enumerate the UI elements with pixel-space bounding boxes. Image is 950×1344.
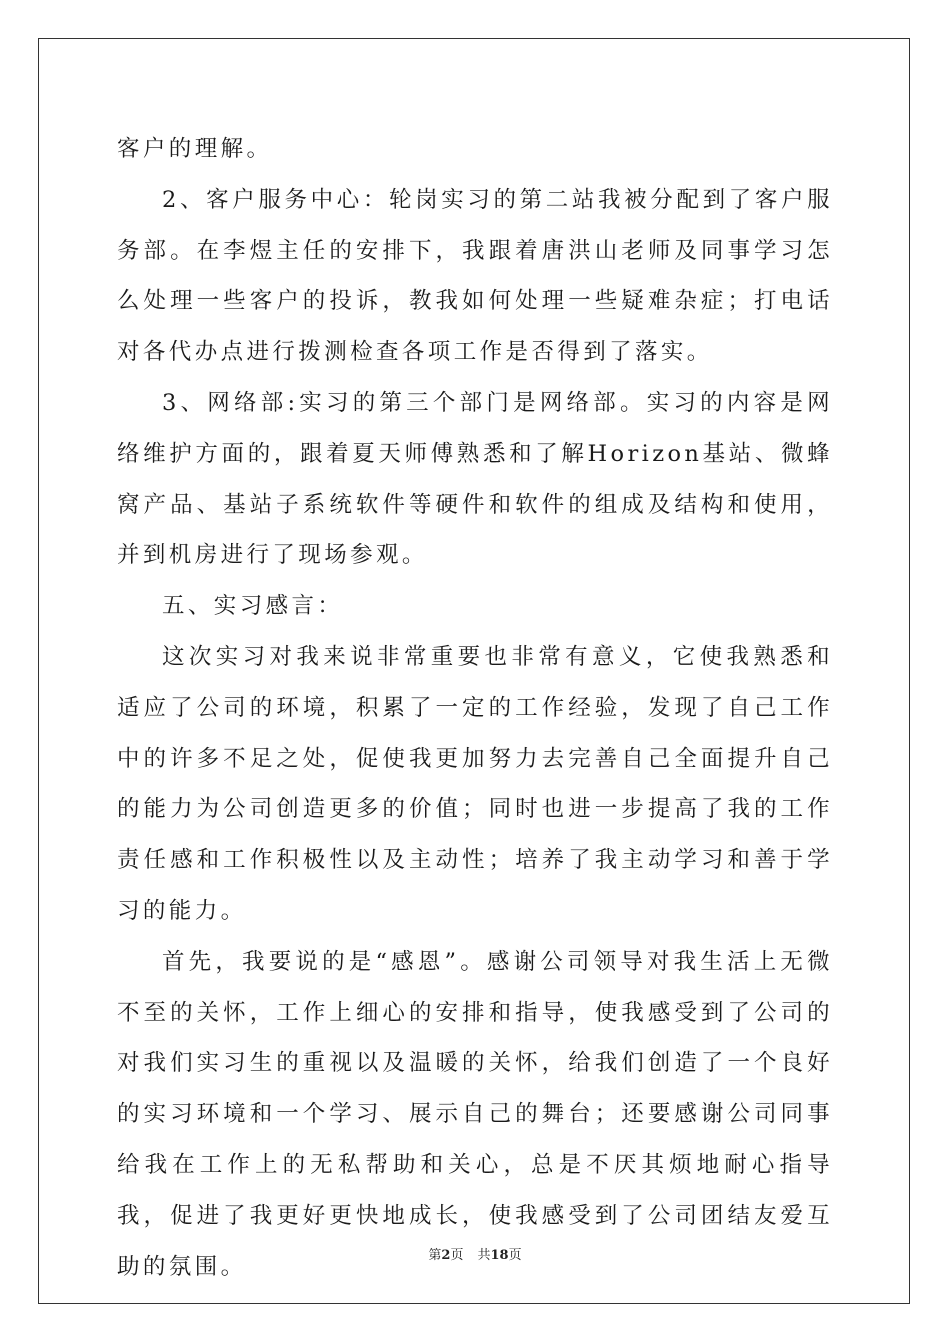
footer-page-prefix: 第 [428,1248,442,1263]
footer-total-suffix: 页 [508,1248,522,1263]
document-body [117,124,833,1292]
footer-page-number: 2 [441,1248,451,1263]
paragraph: 2、客户服务中心：轮岗实习的第二站我被分配到了客户服务部。在李煜主任的安排下，我跟着唐洪山老师及同事学习怎么处理一些客户的投诉，教我如何处理一些疑难杂症；打电话对各代办点进行拨测检查各项工作是否得到了落实。 [117,186,833,366]
section-heading: 五、实习感言： [162,593,344,620]
paragraph: 首先，我要说的是“感恩”。感谢公司领导对我生活上无微不至的关怀，工作上细心的安排和指导，使我感受到了公司的对我们实习生的重视以及温暖的关怀，给我们创造了一个良好的实习环境和一个学习、展示自己的舞台；还要感谢公司同事给我在工作上的无私帮助和关心，总是不厌其烦地耐心指导我，促进了我更好更快地成长，使我感受到了公司团结友爱互助的氛围。 [117,948,833,1280]
footer-total-pages: 18 [490,1248,509,1263]
footer-page-suffix: 页 [450,1248,464,1263]
paragraph: 这次实习对我来说非常重要也非常有意义，它使我熟悉和适应了公司的环境，积累了一定的工作经验，发现了自己工作中的许多不足之处，促使我更加努力去完善自己全面提升自己的能力为公司创造更多的价值；同时也进一步提高了我的工作责任感和工作积极性以及主动性；培养了我主动学习和善于学习的能力。 [117,643,833,924]
paragraph: 3、网络部:实习的第三个部门是网络部。实习的内容是网络维护方面的，跟着夏天师傅熟悉和了解Horizon基站、微蜂窝产品、基站子系统软件等硬件和软件的组成及结构和使用，并到机房进行了现场参观。 [117,389,833,569]
paragraph: 客户的理解。 [117,136,273,162]
page-footer [0,1244,950,1263]
footer-total-prefix: 共 [477,1248,491,1263]
